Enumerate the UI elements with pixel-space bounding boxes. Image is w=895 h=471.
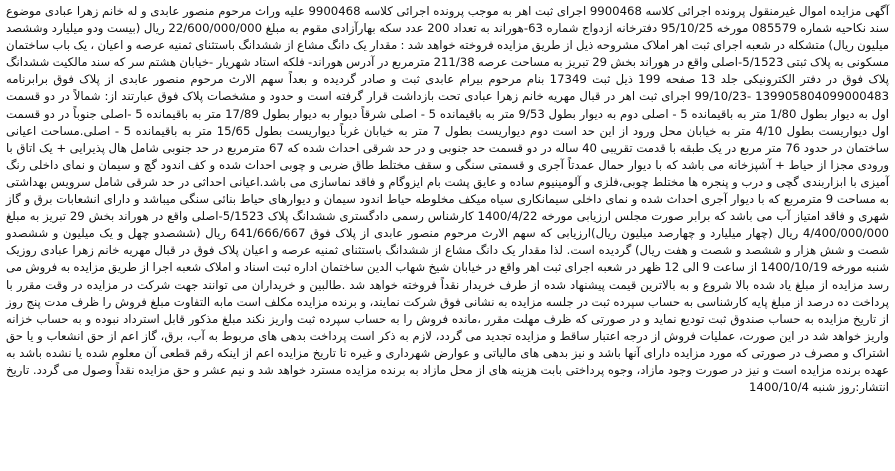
notice-body-text: آگهی مزایده اموال غیرمنقول پرونده اجرائی کلاسه 9900468 اجرای ثبت اهر به موجب پرونده اجرائی کلاسه 9900468 علیه وراث مرحوم منصور عابدی و له خانم زهرا عبادی موضوع سند نکاحیه شماره 085579 مورخه 95/10/25 دفترخانه ازدواج شماره 63-هوراند به تعداد 200 عدد سکه بهارآزادی مقوم به مبلغ 22/600/000/000 ریال (بیست ودو میلیارد وششصد میلیون ریال) متشکله در شعبه اجرای ثبت اهر املاک مشروحه ذیل از طریق مزایده فروخته خواهد شد : مقدار یک دانگ مشاع از ششدانگ باستثنای ثمنیه عرصه و اعیان ، یک باب ساختمان مسکونی به پلاک ثبتی 5/1523-اصلی واقع در هوراند بخش 29 تبریز به مساحت عرصه 211/38 مترمربع در آدرس هوراند- فلکه استاد شهریار -خیابان هشتم سر که سند مالکیت ششدانگ پلاک فوق در دفتر الکترونیکی جلد 13 صفحه 199 ذیل ثبت 17349 بنام مرحوم بیرام عابدی ثبت و صادر گردیده و بعداً سهم الارث مرحوم منصور عابدی از پلاک فوق برابرنامه 139905804099000483 -99/10/23 اجرای ثبت اهر در قبال مهریه خانم زهرا عبادی تحت بازداشت قرار گرفته است و حدود و مشخصات پلاک فوق عبارتند از: شمالاً در دو قسمت اول به دیوار بطول 1/80 متر به باقیمانده 5 - اصلی دوم به دیوار بطول 9/53 متر به باقیمانده 5 - اصلی شرقاً دیوار به دیوار بطول 17/89 متر به باقیمانده 5 -اصلی جنوباً در دو قسمت اول دیواریست بطول 4/10 متر به خیابان محل ورود از این حد است دوم دیواریست بطول 7 متر به خیابان غرباً دیواریست بطول 15/65 متر به باقیمانده 5 - اصلی.مساحت اعیانی ساختمان در حدود 76 متر مربع در یک طبقه با قدمت تقریبی 40 ساله در دو قسمت حد جنوبی و در حد شرقی احداث شده که 67 مترمربع در حد جنوبی شامل هال پذیرایی + یک اتاق با ورودی مجزا از حیاط + آشپزخانه می باشد که با دیوار حمال عمدتاً آجری و قسمتی سنگی و سقف مختلط طاق ضربی و چوبی احداث شده و کف اندود گچ و سیمان و نمای داخلی رنگ آمیزی با ابزاربندی گچی و درب و پنجره ها مختلط چوبی،فلزی و آلومینیوم ساده و عایق پشت بام ایزوگام و فاقد نماسازی می باشد.اعیانی احداثی در حد شرقی شامل سرویس بهداشتی به مساحت 9 مترمربع که با دیوار آجری احداث شده و نمای داخلی سیمانکاری سیاه میکف مخلوطه حیاط اندود سیمان و دیوارهای حیاط بنائی سنگی میباشد و دارای انشعابات برق و گاز شهری و فاقد امتیاز آب می باشد که برابر صورت مجلس ارزیابی مورخه 1400/4/22 کارشناس رسمی دادگستری ششدانگ پلاک 5/1523-اصلی واقع در هوراند بخش 29 تبریز به مبلغ 4/400/000/000 ریال (چهار میلیارد و چهارصد میلیون ریال)ارزیابی که سهم الارث مرحوم منصور عابدی از پلاک فوق 641/666/667 ریال (ششصدو چهل و یک میلیون و ششصدو شصت و شش هزار و ششصد و شصت و هفت ریال) گردیده است. لذا مقدار یک دانگ مشاع از ششدانگ باستثنای ثمنیه عرصه و اعیان پلاک فوق در قبال مهریه خانم زهرا عبادی روزیک شنبه مورخه 1400/10/19 از ساعت 9 الی 12 ظهر در شعبه اجرای ثبت اهر واقع در خیابان شیخ شهاب الدین ساختمان اداره ثبت اسناد و املاک شعبه اجرا از طریق مزایده به فروش می رسد مزایده از مبلغ یاد شده بالا شروع و به بالاترین قیمت پیشنهاد شده از طرف خریدار نقداً فروخته خواهد شد .طالبین و خریداران می توانند جهت شرکت در مزایده در وقت مقرر با پرداخت ده درصد از مبلغ پایه کارشناسی به حساب سپرده ثبت در جلسه مزایده به نشانی فوق شرکت نمایند، و برنده مزایده مکلف است مابه التفاوت مبلغ فروش را ظرف مدت پنج روز از تاریخ مزایده به حساب صندوق ثبت تودیع نماید و در صورتی که ظرف مهلت مقرر ،مانده فروش را به حساب سپرده ثبت واریز نکند مبلغ مذکور قابل استرداد نبوده و به حساب خزانه واریز خواهد شد در این صورت، عملیات فروش از درجه اعتبار ساقط و مزایده تجدید می گردد، لازم به ذکر است پرداخت بدهی های مربوط به آب، برق، گاز اعم از حق انشعاب و یا حق اشتراک و مصرف در صورتی که مورد مزایده دارای آنها باشد و نیز بدهی های مالیاتی و عوارض شهرداری و غیره تا تاریخ مزایده اعم از اینکه رقم قطعی آن معلوم شده یا نشده باشد به عهده برنده مزایده است و نیز در صورت وجود مازاد، وجوه پرداختی بابت هزینه های از محل مازاد به برنده مزایده مسترد خواهد شد و نیم عشر و حق مزایده نقداً وصول می گردد. تاریخ انتشار:روز شنبه 1400/10/4	[6, 4, 890, 395]
